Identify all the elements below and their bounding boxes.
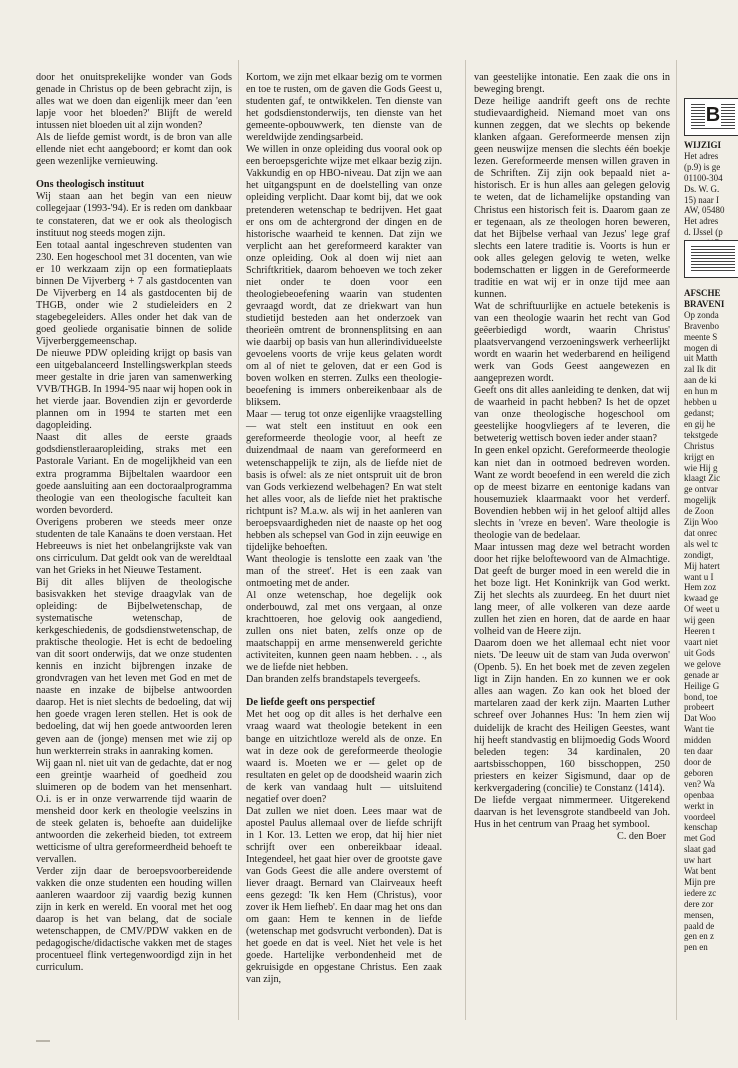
sidebar-line: probeert bbox=[684, 702, 714, 713]
sidebar-line: wij geen bbox=[684, 615, 715, 626]
sidebar-line: bond, toe bbox=[684, 691, 718, 702]
sidebar-line: Mijn pre bbox=[684, 876, 716, 887]
sidebar-line: Of weet u bbox=[684, 604, 720, 615]
sidebar-line: met God bbox=[684, 833, 716, 844]
sidebar-line: mogen di bbox=[684, 342, 718, 353]
sidebar-line: Ds. W. G. bbox=[684, 183, 720, 194]
sidebar-line: iedere zc bbox=[684, 887, 717, 898]
sidebar-line: dat onrec bbox=[684, 527, 718, 538]
sidebar-line: Mij hatert bbox=[684, 560, 720, 571]
sidebar-line: Heeren t bbox=[684, 626, 715, 637]
paragraph: Dan branden zelfs brandstapels tevergeefs. bbox=[246, 674, 421, 686]
sidebar-line: de Zoon bbox=[684, 506, 714, 517]
hatch-pattern bbox=[691, 245, 735, 271]
column-rule bbox=[676, 60, 677, 1020]
sidebar-line: ge ontvar bbox=[684, 484, 718, 495]
sidebar-line: dere zor bbox=[684, 898, 714, 909]
sidebar-line: Het adres bbox=[684, 216, 719, 227]
sidebar-line: midden bbox=[684, 735, 711, 746]
column-rule bbox=[238, 60, 239, 1020]
sidebar-line: BRAVENI bbox=[684, 298, 725, 309]
sidebar-line: hebben u bbox=[684, 397, 717, 408]
paragraph: De nieuwe PDW opleiding krijgt op basis van een uitgebalanceerd Instellingswerkplan steeds meer gestalte in drie jaren van samenwerking VVB/THGB. In 1994-'95 naar wij hopen ook in het vierde jaar. Bovendien zijn er gevorderde plannen om in 1994 te starten met een dagopleiding. bbox=[36, 348, 232, 432]
sidebar-line: AFSCHE bbox=[684, 288, 721, 298]
paragraph: Maar — terug tot onze eigenlijke vraagstelling — wat stelt een instituut en ook een gereformeerde theologie voor, al heeft ze duizendmaal de naam van gereformeerd en wetenschappelijk te zijn, als de liefde niet de basis is ofwel: als ze niet ontspruit uit de bron van Gods verkiezend welbehagen? En wat stelt het alles voor, als de liefde niet het praktische richtpunt is? M.a.w. als wij in het aanleren van beroepsvaardigheden niet de naaste op het oog hebben als schepsel van God in zijn eeuwige en tijdelijke behoeften. bbox=[246, 409, 442, 553]
sidebar-line: aan de ki bbox=[684, 375, 717, 386]
sidebar-pattern-box bbox=[684, 240, 738, 278]
sidebar-line: tekstgede bbox=[684, 429, 718, 440]
sidebar-line: Bravenbo bbox=[684, 320, 719, 331]
paragraph: Naast dit alles de eerste graads godsdienstleraaropleiding, straks met een Pastorale Variant. En de mogelijkheid van een extra programma Bijbeltalen waardoor een goede aansluiting aan een doctoraalprogramma theologie van een theologische faculteit kan worden bevorderd. bbox=[36, 432, 232, 516]
sidebar-line: uit Gods bbox=[684, 647, 715, 658]
sidebar-line: werkt in bbox=[684, 800, 714, 811]
sidebar-line: Wat bent bbox=[684, 866, 717, 877]
sidebar-line: want u I bbox=[684, 571, 714, 582]
sidebar-line: vaart niet bbox=[684, 637, 718, 647]
sidebar-line: 01100-304 bbox=[684, 172, 723, 183]
sidebar-line: en gij he bbox=[684, 418, 715, 429]
sidebar-line: paald de bbox=[684, 920, 715, 931]
paragraph: Met het oog op dit alles is het derhalve een vraag waard wat theologie betekent in een bange en uitzichtloze wereld als de onze. En wat in deze ook de gereformeerde theologie waard is. Moeten we er — gelet op de resultaten en gelet op de doodsheid waarin zich de kerk van vandaag hult — uitsluitend negatief over doen? bbox=[246, 709, 442, 805]
paragraph: Bij dit alles blijven de theologische basisvakken het stevige draagvlak van de opleiding: de Bijbelwetenschap, de systematische wetenschap, de kerkgeschiedenis, de godsdienstwetenschap, de praktische theologie. Het is echt de bedoeling van dit soort onderwijs, dat we onze studenten kennis en inzicht bijbrengen inzake de grondvragen van het leven met God en met de naaste en inzake de bijbelse antwoorden daarop. Het is niet slechts de bedoeling, dat wij hen goede vragen leren stellen. Het is ook de bedoeling, dat wij hen goede antwoorden leren geven aan de (jonge) mensen met wie zij op hun werkterrein straks in aanraking komen. bbox=[36, 576, 232, 757]
column-rule bbox=[465, 60, 466, 1020]
sidebar-line: (p.9) is ge bbox=[684, 161, 721, 172]
paragraph: Deze heilige aandrift geeft ons de rechte studievaardigheid. Niemand moet van ons kunnen zeggen, dat we slechts op bekende klanken afgaan. Gereformeerde mensen zijn geen neuswijze mensen die slechts één boekje lezen. Gereformeerde mensen willen graven in de Schriften. Zij zijn ook bepaald niet a-historisch. Er is hun alles aan gelegen gelovig te weten, dat de lichamelijke opstanding van Christus een historisch feit is. Daarom gaan ze er tegenaan, als ze theologen horen beweren, dat het Bijbelse verhaal van Jezus' lege graf slechts een latere traditie is. Voorts is hun er ook alles gelegen gelovig te weten, welke bodemschatten er liggen in de Gereformeerde traditie en wat wij er in onze tijd mee aan kunnen. bbox=[474, 96, 670, 300]
sidebar-line: gen en z bbox=[684, 931, 714, 942]
sidebar-line: zal Ik dit bbox=[684, 364, 716, 375]
sidebar-line: mensen, bbox=[684, 909, 714, 920]
sidebar-line: AW, 05480 bbox=[684, 205, 725, 216]
paragraph: Een totaal aantal ingeschreven studenten van 230. Een hogeschool met 31 docenten, van wie er 10 werkzaam zijn op een formatieplaats binnen De Vijverberg + 7 als gastdocenten van De Vijverberg en 14 als gastdocenten bij de THGB, onder wie 2 studieleiders en 2 stagebegeleiders. Alles onder het dak van de goed geoliede organisatie binnen de solide Vijverberggemeenschap. bbox=[36, 239, 232, 347]
sidebar-line: uit Matth bbox=[684, 353, 718, 364]
sidebar-line: krijgt en bbox=[684, 451, 715, 462]
sidebar-line: WIJZIGI bbox=[684, 140, 722, 150]
sidebar-block-2 bbox=[684, 288, 724, 953]
sidebar-line: meente S bbox=[684, 331, 718, 342]
sidebar-line: Dat Woo bbox=[684, 713, 716, 724]
sidebar-line: kwaad ge bbox=[684, 593, 719, 604]
paragraph: Als de liefde gemist wordt, is de bron van alle ellende niet echt aangeboord; er komt dan ook geen wezenlijke vernieuwing. bbox=[36, 132, 232, 168]
sidebar-line: Heilige G bbox=[684, 680, 720, 691]
sidebar-line: Zijn Woo bbox=[684, 517, 718, 528]
sidebar-line: geboren bbox=[684, 767, 713, 778]
sidebar-cropped-column bbox=[680, 60, 738, 1040]
paragraph: Kortom, we zijn met elkaar bezig om te vormen en toe te rusten, om de gaven die Gods Geest u, studenten gaf, te ontwikkelen. Ten dienste van het godsdienstonderwijs, ten dienste van het gemeente-opbouwwerk, ten dienste van de wereldwijde zendingsarbeid. bbox=[246, 72, 442, 144]
sidebar-line: Christus bbox=[684, 440, 715, 451]
sidebar-line: Hem zoz bbox=[684, 582, 717, 593]
sidebar-line: klaagt Zic bbox=[684, 473, 721, 484]
paragraph: door het onuitsprekelijke wonder van Gods genade in Christus op de been gebracht zijn, is alles wat we doen dan eigenlijk meer dan 'een lapje voor het bloeden?' Blijft de wereld intussen niet bloeden uit al zijn wonden? bbox=[36, 72, 232, 132]
sidebar-line: en hun m bbox=[684, 386, 718, 397]
sidebar-line: ten daar bbox=[684, 746, 713, 757]
paragraph: Overigens proberen we steeds meer onze studenten de tale Kanaäns te doen verstaan. Het Hebreeuws is niet het onbelangrijkste vak van ons cirriculum. Dat geldt ook van de wereldtaal van het Grieks in het Nieuwe Testament. bbox=[36, 516, 232, 576]
sidebar-logo-box bbox=[684, 98, 738, 136]
sidebar-line: Het adres bbox=[684, 150, 719, 161]
article-column-2 bbox=[246, 72, 442, 987]
sidebar-line: gedanst; bbox=[684, 407, 714, 418]
sidebar-line: openbaa bbox=[684, 789, 714, 800]
paragraph: De liefde vergaat nimmermeer. Uitgerekend daarvan is het levensgrote standbeeld van Joh. Hus in het centrum van Praag het symbool. bbox=[474, 794, 670, 830]
paragraph: Want theologie is tenslotte een zaak van 'the man of the street'. Het is een zaak van ontmoeting met de ander. bbox=[246, 553, 442, 589]
article-column-1 bbox=[36, 72, 232, 974]
paragraph: Wij staan aan het begin van een nieuw collegejaar (1993-'94). Er is reden om dankbaar te constateren, dat we er ook als theologisch instituut nog steeds mogen zijn. bbox=[36, 191, 232, 239]
paragraph: Wij gaan nl. niet uit van de gedachte, dat er nog een greintje waarheid of goedheid zou sluimeren op de bodem van het mensenhart. O.i. is er in onze verwarrende tijd waarin de mensheid door kerk en theologie veelszins in de steek gelaten is, behoefte aan duidelijke antwoorden die zekerheid bieden, tot extreem wetticisme of ultra gereformeerdheid behoeft te vervallen. bbox=[36, 757, 232, 865]
article-column-3 bbox=[474, 72, 670, 843]
sidebar-line: pen en bbox=[684, 942, 708, 953]
sidebar-line: ven? Wa bbox=[684, 778, 715, 789]
paragraph: Geeft ons dit alles aanleiding te denken, dat wij de waarheid in pacht hebben? Is het de opzet van onze theologische hogeschool om geestelijke hoogvliegers af te leveren, die betweterig wettisch boven ieder ander staan? bbox=[474, 385, 670, 445]
sidebar-line: door de bbox=[684, 756, 712, 767]
paragraph: In geen enkel opzicht. Gereformeerde theologie kan niet dan in ootmoed bedreven worden. Want ze wordt beoefend in een wereld die zich op de meest bizarre en eentonige kadans van housemuziek klaarmaakt voor het verderf. Bovendien hebben wij in het geloof altijd alles slechts in 'vreze en beven'. Ware theologie is theologie van de bedelaar. bbox=[474, 445, 670, 541]
paragraph: Dat zullen we niet doen. Lees maar wat de apostel Paulus allemaal over de liefde schrijft in 1 Kor. 13. Letten we erop, dat hij hier niet schrijft over een onbereikbaar ideaal. Integendeel, het gaat hier over de grootste gave van Gods Geest die alle andere overstemt of liever draagt. Bernard van Clairveaux heeft eens gezegd: 'Ik ken Hem (Christus), voor zover ik Hem liefheb'. En daar mag het ons dan om gaan: Hem te kennen in de liefde (wetenschap met godsvrucht verbonden). Dat is het goede en dat is veel. Niet het vele is het goede. Hartelijke verbondenheid met de gekruisigde en opgestane Christus. Een zaak van zijn, bbox=[246, 805, 442, 986]
sidebar-line: Op zonda bbox=[684, 309, 719, 320]
paragraph: van geestelijke intonatie. Een zaak die ons in beweging brengt. bbox=[474, 72, 670, 96]
sidebar-line: uw hart bbox=[684, 855, 712, 866]
sidebar-line: voordeel bbox=[684, 811, 716, 822]
sidebar-line: d. IJssel (p bbox=[684, 227, 723, 238]
paragraph: Daarom doen we het allemaal echt niet voor niets. 'De leeuw uit de stam van Juda overwon' (Openb. 5). En het boek met de zeven zegelen ligt in Zijn handen. En zo kunnen we er ook alles aan wagen. Zo kan ook het bloed der martelaren zaad der kerk zijn. Maarten Luther schreef over Johannes Hus: 'In hem zien wij duidelijk de kracht des Heiligen Geestes, want hij heeft standvastig en blijmoedig Gods Woord beleden tegen: 34 kardinalen, 20 aartsbisschoppen, 160 bisschoppen, 250 priesters en keizer Sigismund, daar op de kerkvergadering (concilie) te Constanz (1414). bbox=[474, 638, 670, 794]
section-heading: De liefde geeft ons perspectief bbox=[246, 697, 375, 709]
paragraph: Al onze wetenschap, hoe degelijk ook onderbouwd, zal met ons vergaan, al onze krachttoeren, hoe gelovig ook aangediend, zullen ons niet baten, zelfs onze op de maatschappij en arme mensenwereld gerichte activiteiten, kunnen geen naam hebben. . ., als we de liefde niet hebben. bbox=[246, 590, 442, 674]
section-heading: Ons theologisch instituut bbox=[36, 179, 145, 191]
sidebar-line: als wel tc bbox=[684, 538, 718, 549]
paragraph: We willen in onze opleiding dus vooral ook op een beroepsgerichte wijze met elkaar bezig zijn. Vakkundig en op HBO-niveau. Dat zijn we aan het uitgangspunt en de doelstelling van onze opleiding verplicht. Daar komt bij, dat we ook pretenderen wetenschap te bedrijven. Het gaat er ons om de achtergrond der dingen en de historische waarheid te kennen. Dat zijn we verplicht aan het gereformeerd karakter van onze opleiding. Ook al doen wij niet aan Schriftkritiek, daarom behoeven we toch zeker niet onder te doen voor een theologiebeoefening waarin van studenten gevraagd wordt, dat ze driekwart van hun studietijd besteden aan het onderzoek van theorieën omtrent de bronnensplitsing en aan wie daarbij op basis van hun allerindividueelste gevoelens voorts de vrije keus gelaten wordt om al of niet te geloven, dat er een God is boven wolken en sterren. Zulks een theologie-beoefening is immers onbereikenbaar als de bliksem. bbox=[246, 144, 443, 409]
sidebar-line: we gelove bbox=[684, 658, 721, 669]
sidebar-line: 15) naar I bbox=[684, 194, 719, 205]
sidebar-line: kenschap bbox=[684, 822, 718, 833]
sidebar-logo-letter: B bbox=[705, 104, 721, 126]
sidebar-line: slaat gad bbox=[684, 844, 716, 855]
author-signature: C. den Boer bbox=[617, 830, 666, 842]
sidebar-line: zondigt, bbox=[684, 549, 714, 560]
sidebar-line: mogelijk bbox=[684, 495, 716, 506]
sidebar-line: Want tie bbox=[684, 724, 715, 735]
sidebar-line: wie Hij g bbox=[684, 462, 718, 473]
sidebar-line: genade ar bbox=[684, 669, 719, 680]
paragraph: Maar intussen mag deze wel betracht worden door het rijke beloftewoord van de Almachtige. Dat geeft de burger moed in een wereld die in het boze ligt. Het Koninkrijk van God werkt. Zij het slechts als zuurdeeg. En het duurt niet lang meer, of alle volkeren van deze aarde zullen het zien en horen, dat de aarde en haar volheid van de Heere zijn. bbox=[474, 541, 670, 638]
paragraph: Verder zijn daar de beroepsvoorbereidende vakken die onze studenten een houding willen aanleren waardoor zij vaardig bezig kunnen zijn in kerk en wereld. En vooral met het oog daarop is het van belang, dat de sociale wetenschappen, de CMV/PDW vakken en de pedagogische/didactische vakken met de stages procentueel flink vertegenwoordigd zijn in het curriculum. bbox=[36, 866, 232, 974]
footer-mark bbox=[36, 1040, 50, 1042]
paragraph: Wat de schriftuurlijke en actuele betekenis is van een theologie waarin het recht van God geëerbiedigd wordt, waarin Christus' plaatsvervangend verzoeningswerk verheerlijkt wordt en waarin het wederbarend en heiligend werk van Gods Geest aangewezen en aangeprezen wordt. bbox=[474, 300, 670, 385]
